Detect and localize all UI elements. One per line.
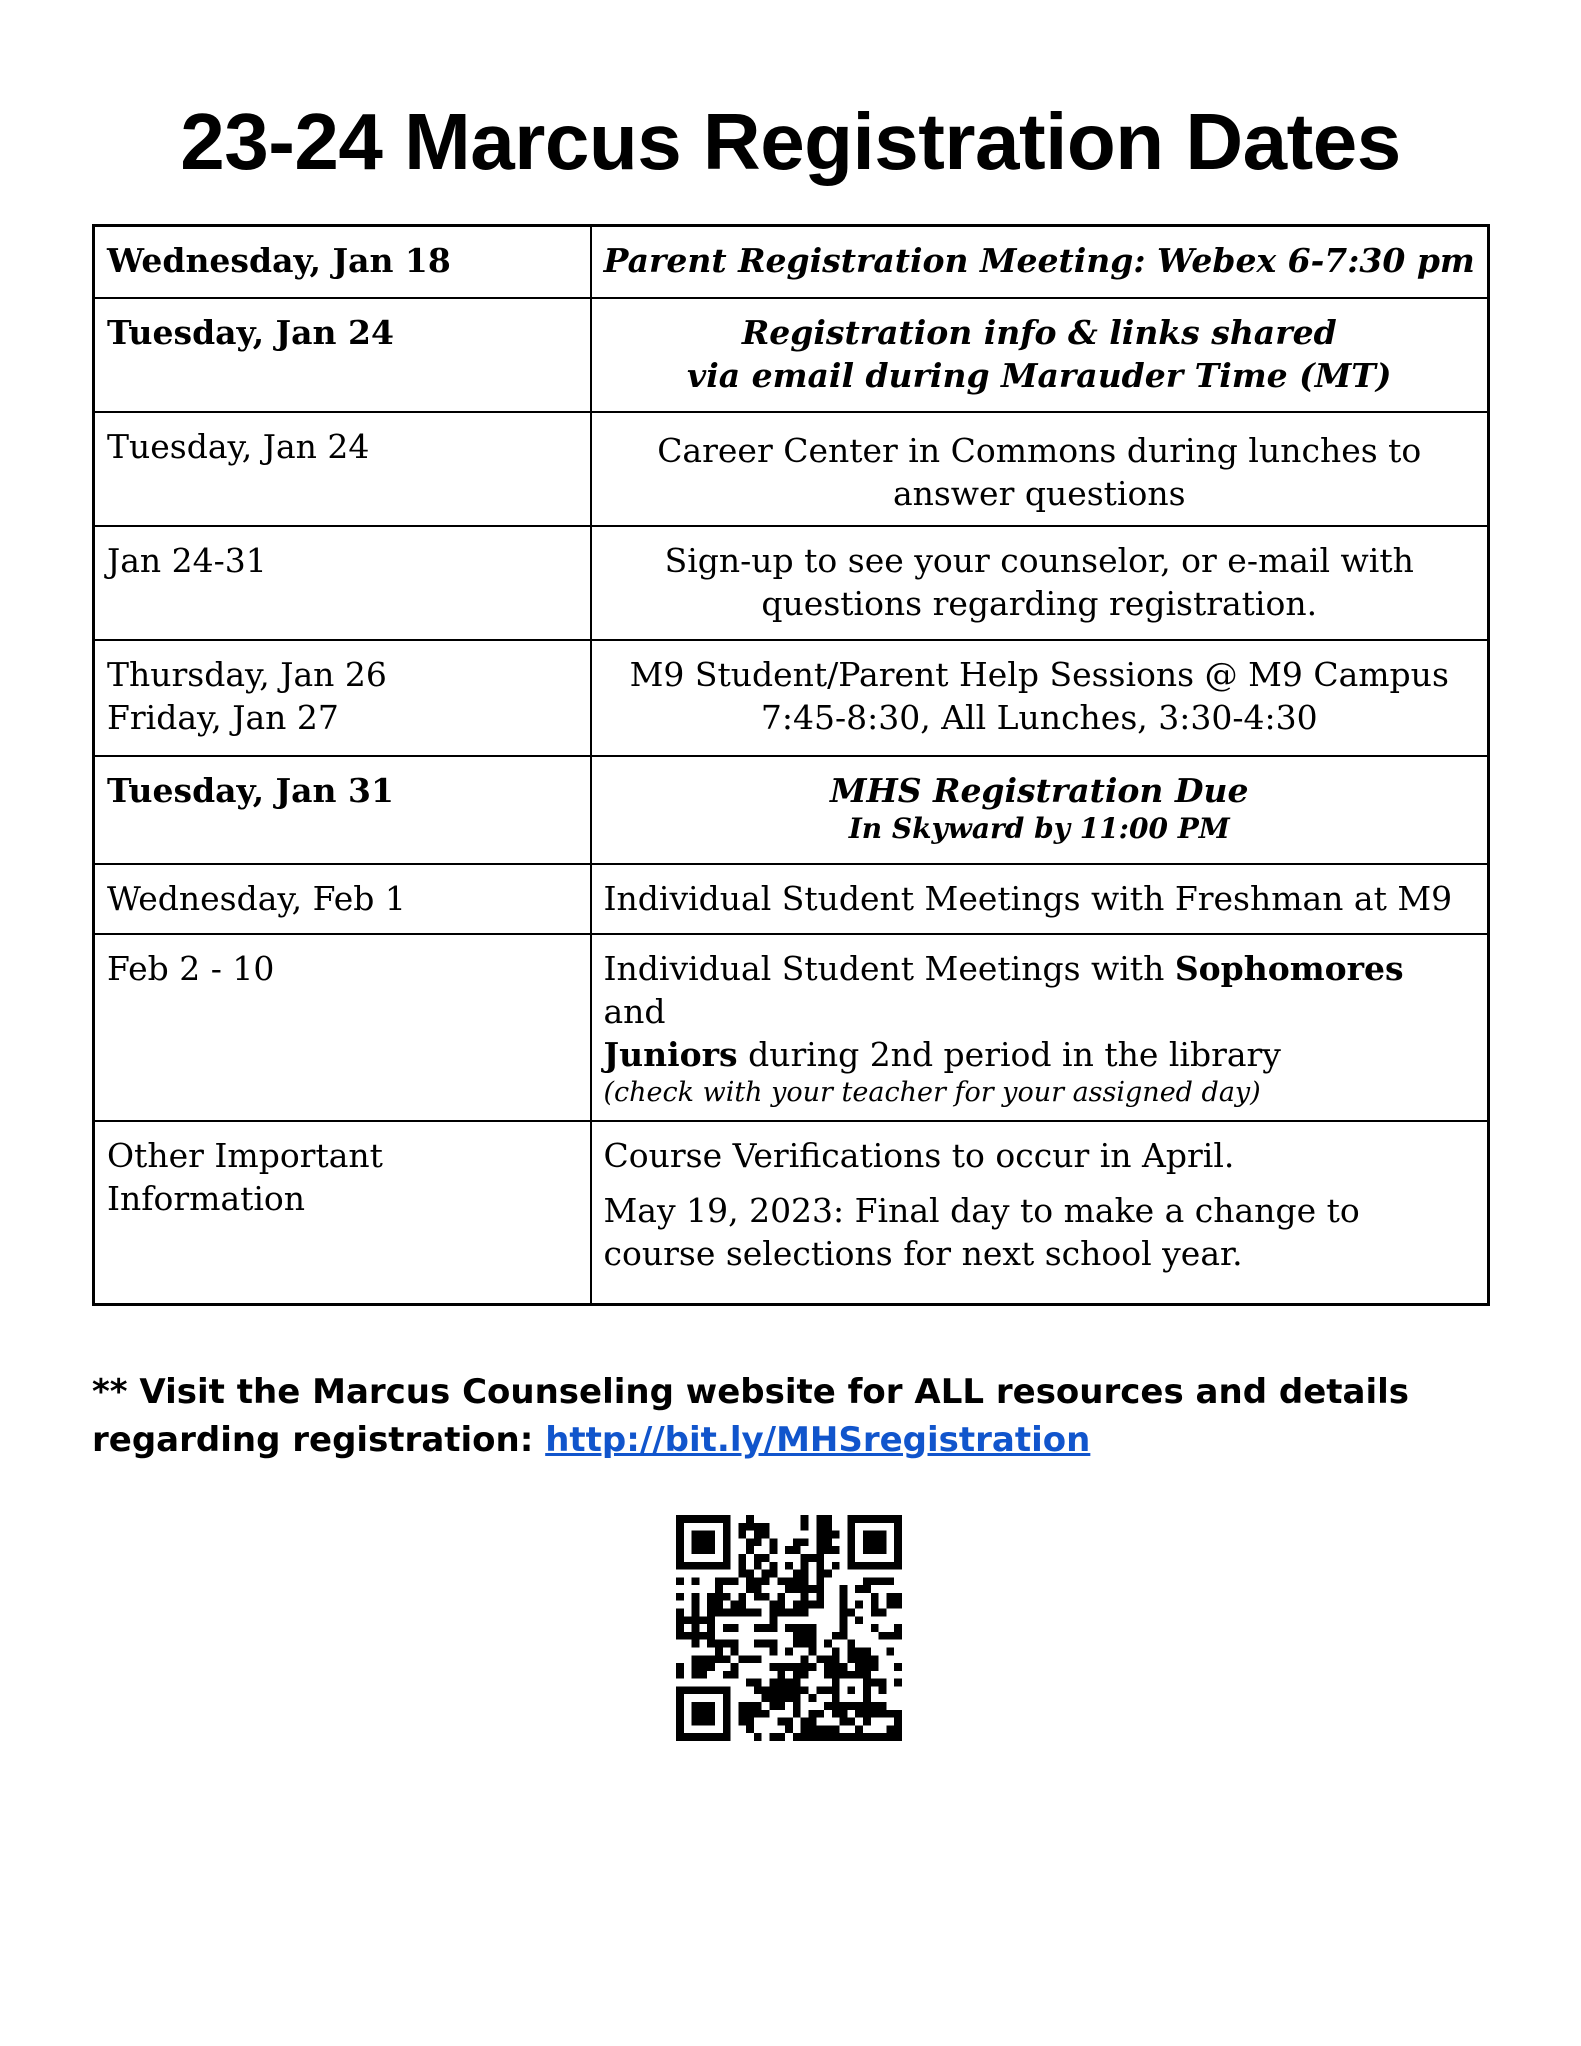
table-row — [94, 298, 1489, 412]
event-cell — [591, 756, 1489, 864]
event-text: and — [603, 991, 666, 1031]
table-row — [94, 934, 1489, 1121]
registration-schedule-table — [92, 224, 1490, 1306]
event-cell — [591, 526, 1489, 640]
date-cell: Wednesday, Jan 18 — [94, 226, 591, 298]
event-cell — [591, 934, 1489, 1121]
event-bold-text: Sophomores — [1174, 948, 1404, 988]
date-cell: Tuesday, Jan 24 — [94, 298, 591, 412]
event-line: Registration info & links shared — [741, 312, 1337, 352]
page-title: 23-24 Marcus Registration Dates — [180, 97, 1401, 186]
table-row — [94, 864, 1489, 934]
event-line: questions regarding registration. — [761, 583, 1318, 623]
date-line: Thursday, Jan 26 — [107, 654, 387, 694]
qr-code-icon — [676, 1515, 902, 1741]
event-cell: Individual Student Meetings with Freshman at M9 — [591, 864, 1489, 934]
date-cell: Feb 2 - 10 — [94, 934, 591, 1121]
date-cell — [94, 640, 591, 756]
event-note: (check with your teacher for your assigned day) — [603, 1076, 1261, 1108]
event-cell: Parent Registration Meeting: Webex 6-7:30 pm — [591, 226, 1489, 298]
event-bold-text: Juniors — [603, 1034, 738, 1074]
table-row — [94, 756, 1489, 864]
website-note — [92, 1368, 1512, 1464]
date-line: Friday, Jan 27 — [107, 697, 339, 737]
event-subline: In Skyward by 11:00 PM — [848, 811, 1230, 845]
event-text: Individual Student Meetings with — [603, 948, 1175, 988]
event-line: M9 Student/Parent Help Sessions @ M9 Campus — [629, 654, 1449, 694]
event-line: via email during Marauder Time (MT) — [687, 355, 1392, 395]
website-note-text: ** Visit the Marcus Counseling website for ALL resources and details regarding registration: — [92, 1372, 1410, 1460]
table-row — [94, 526, 1489, 640]
event-text: during 2nd period in the library — [737, 1034, 1281, 1074]
event-cell — [591, 1121, 1489, 1305]
date-cell: Tuesday, Jan 31 — [94, 756, 591, 864]
table-row — [94, 1121, 1489, 1305]
date-cell: Other Important Information — [94, 1121, 591, 1305]
table-row — [94, 640, 1489, 756]
event-cell: Career Center in Commons during lunches to answer questions — [591, 412, 1489, 526]
table-row — [94, 226, 1489, 298]
event-line: MHS Registration Due — [829, 770, 1249, 810]
table-row — [94, 412, 1489, 526]
date-cell: Wednesday, Feb 1 — [94, 864, 591, 934]
event-line: Sign-up to see your counselor, or e-mail with — [664, 540, 1414, 580]
date-cell: Jan 24-31 — [94, 526, 591, 640]
event-line: 7:45-8:30, All Lunches, 3:30-4:30 — [760, 697, 1318, 737]
date-cell: Tuesday, Jan 24 — [94, 412, 591, 526]
registration-link[interactable]: http://bit.ly/MHSregistration — [545, 1420, 1091, 1460]
event-paragraph: May 19, 2023: Final day to make a change to course selections for next school year. — [603, 1190, 1360, 1273]
event-cell — [591, 298, 1489, 412]
event-cell — [591, 640, 1489, 756]
event-paragraph: Course Verifications to occur in April. — [603, 1135, 1235, 1175]
